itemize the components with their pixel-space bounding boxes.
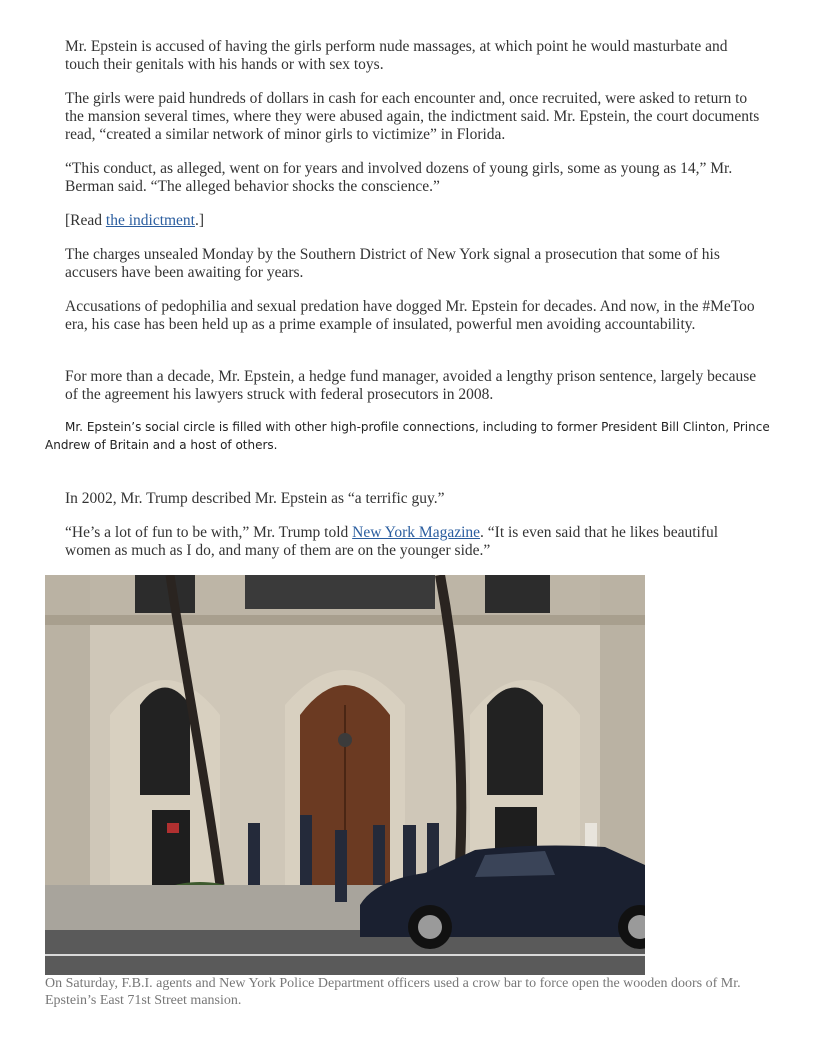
new-york-magazine-link[interactable]: New York Magazine [352,524,481,541]
paragraph-trump: In 2002, Mr. Trump described Mr. Epstein as “a terrific guy.” [65,490,445,507]
door-sign [167,823,179,833]
paragraph-accusations: Accusations of pedophilia and sexual predation have dogged Mr. Epstein for decades. And now, in the #MeToo era, his case has been held up as a prime example of insulated, powerful men avoiding accountability. [65,298,755,333]
photo-caption: On Saturday, F.B.I. agents and New York Police Department officers used a crow bar to force open the wooden doors of Mr. Epstein’s East 71st Street mansion. [45,976,741,1008]
sedan-window [475,851,555,877]
agent-figure [403,825,416,880]
agent-figure [373,825,385,885]
left-door [152,810,190,888]
upper-window-right [485,575,550,613]
quote-prefix: “He’s a lot of fun to be with,” Mr. Trump told [65,524,353,541]
social-circle-note: Mr. Epstein’s social circle is filled with other high-profile connections, including to former President Bill Clinton, Prince Andrew of Britain and a host of others. [45,420,770,452]
cornice [45,615,645,625]
front-hubcap [418,915,442,939]
left-arched-window [140,688,190,796]
read-prefix: [Read [65,212,106,229]
read-suffix: .] [195,212,205,229]
agent-figure [300,815,312,885]
paragraph-quote [65,524,765,560]
lantern-icon [338,733,352,747]
agent-figure [248,823,260,885]
mansion-photo [45,575,645,975]
quote-suffix: . “It is even said that he likes beautiful women as much as I do, and many of them are on the younger side.” [65,524,719,559]
indictment-link[interactable]: the indictment [105,212,195,229]
paragraph-decade: For more than a decade, Mr. Epstein, a hedge fund manager, avoided a lengthy prison sentence, largely because of the agreement his lawyers struck with federal prosecutors in 2008. [65,368,757,403]
agent-figure [335,830,347,902]
paragraph-massages: Mr. Epstein is accused of having the girls perform nude massages, at which point he would masturbate and touch their genitals with his hands or with sex toys. [65,38,728,73]
upper-window-left [135,575,195,613]
balcony-railing [245,575,435,609]
paragraph-charges: The charges unsealed Monday by the Southern District of New York signal a prosecution that some of his accusers have been awaiting for years. [65,246,720,281]
paragraph-paid: The girls were paid hundreds of dollars in cash for each encounter and, once recruited, were asked to return to the mansion several times, where they were abused again, the indictment said. Mr. Epstein, the court documents read, “created a similar network of minor girls to victimize” in Florida. [65,90,760,143]
read-indictment-line [65,212,765,230]
right-arched-window [487,688,543,796]
paragraph-conduct: “This conduct, as alleged, went on for years and involved dozens of young girls, some as young as 14,” Mr. Berman said. “The alleged behavior shocks the conscience.” [65,160,733,195]
